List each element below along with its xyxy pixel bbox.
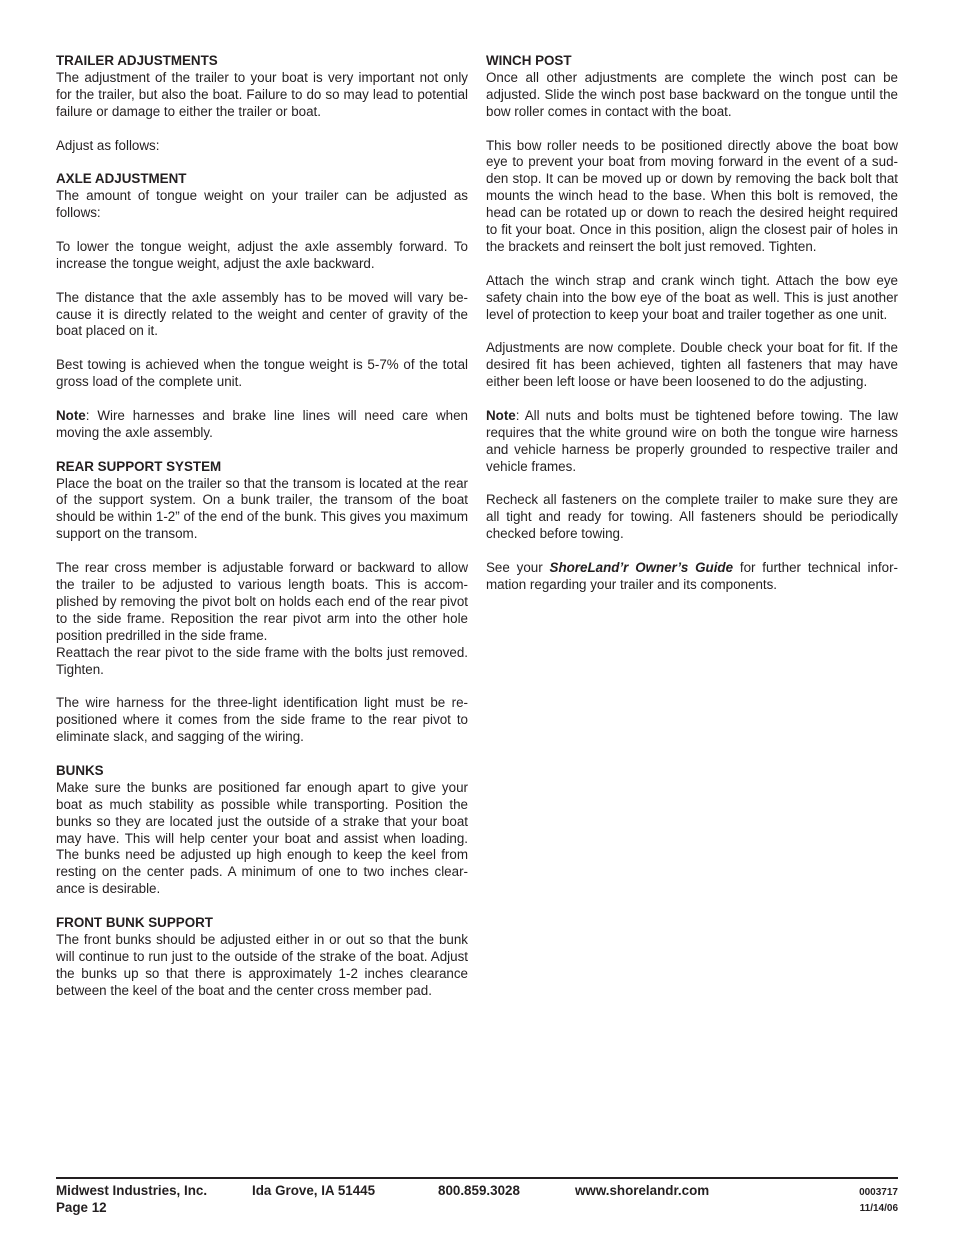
- footer-website: www.shorelandr.com: [575, 1183, 710, 1198]
- footer-date: 11/14/06: [859, 1203, 898, 1214]
- winch-note-text: : All nuts and bolts must be tightened before towing. The law requires that the white ground wire on both the tongue wire harness and vehicle harness be properly grounded to respective trailer and vehicle frames.: [486, 407, 898, 474]
- front-bunk-paragraph-1: The front bunks should be adjusted either in or out so that the bunk will continue to run just to the outside of the strake of the boat. Adjust the bunks up so that there is approximately 1-2 inches clearance between the keel of the boat and the center cross member pad.: [56, 931, 468, 998]
- bunks-paragraph-1: Make sure the bunks are positioned far enough apart to give your boat as much stability as possible while transporting. Position the bunks so they are located just the outside of a strake that your boat may have. This will help center your boat and assist when loading. The bunks need be adjusted up high enough to keep the keel from resting on the center pads. A minimum of one to two inches clearance is desirable.: [56, 779, 468, 897]
- section-trailer-adjustments: [56, 53, 468, 154]
- winch-post-paragraph-4: Adjustments are now complete. Double check your boat for fit. If the desired fit has been achieved, tighten all fasteners that may have either been left loose or have been loosened to do the adjusting.: [486, 340, 898, 390]
- page-footer: [56, 1182, 898, 1216]
- winch-post-paragraph-1: Once all other adjustments are complete the winch post can be adjusted. Slide the winch post base backward on the tongue until the bow roller comes in contact with the boat.: [486, 69, 898, 119]
- axle-adjustment-note: [56, 408, 468, 442]
- footer-divider: [56, 1177, 898, 1179]
- trailer-adjustments-paragraph-2: Adjust as follows:: [56, 137, 160, 153]
- winch-note-label: Note: [486, 407, 516, 423]
- section-axle-adjustment: [56, 171, 468, 441]
- owners-guide-prefix: See your: [486, 560, 550, 576]
- section-bunks: [56, 763, 468, 898]
- owners-guide-title: ShoreLand’r Owner’s Guide: [549, 560, 734, 576]
- owners-guide-suffix: for further technical information regarding your trailer and its components.: [486, 560, 898, 592]
- footer-location: Ida Grove, IA 51445: [252, 1183, 376, 1198]
- heading-axle-adjustment: AXLE ADJUSTMENT: [56, 171, 187, 187]
- heading-winch-post: WINCH POST: [486, 53, 572, 68]
- heading-bunks: BUNKS: [56, 762, 104, 778]
- right-column: [486, 53, 898, 611]
- axle-adjustment-paragraph-4: Best towing is achieved when the tongue weight is 5-7% of the total gross load of the complete unit.: [56, 357, 468, 390]
- axle-adjustment-paragraph-2: To lower the tongue weight, adjust the axle assembly forward. To increase the tongue weight, adjust the axle backward.: [56, 238, 468, 271]
- footer-page-number: Page 12: [56, 1200, 107, 1215]
- rear-support-paragraph-2: The rear cross member is adjustable forward or backward to allow the trailer to be adjusted to various length boats. This is accomplished by removing the pivot bolt on holds each end of the rear pivot to the side frame. Reposition the rear pivot arm into the other hole position predrilled in the side frame.: [56, 560, 468, 643]
- heading-rear-support-system: REAR SUPPORT SYSTEM: [56, 458, 222, 474]
- section-rear-support-system: [56, 459, 468, 746]
- axle-adjustment-paragraph-3: The distance that the axle assembly has to be moved will vary because it is directly related to the weight and center of gravity of the boat placed on it.: [56, 289, 468, 339]
- trailer-adjustments-paragraph-1: The adjustment of the trailer to your boat is very important not only for the trailer, but also the boat. Failure to do so may lead to potential failure or damage to either the trailer or boat.: [56, 69, 468, 119]
- heading-trailer-adjustments: TRAILER ADJUSTMENTS: [56, 53, 218, 68]
- rear-support-paragraph-3: Reattach the rear pivot to the side frame with the bolts just removed. Tighten.: [56, 644, 468, 677]
- footer-doc-number: 0003717: [859, 1187, 898, 1198]
- section-winch-post: [486, 53, 898, 594]
- winch-post-paragraph-2: This bow roller needs to be positioned directly above the boat bow eye to prevent your boat from moving forward in the event of a sudden stop. It can be moved up or down by removing the back bolt that mounts the winch head to the base. When this bolt is removed, the head can be rotated up or down to reach the desired height required to fit your boat. Once in this position, align the closest pair of holes in the brackets and reinsert the bolt just removed. Tighten.: [486, 137, 898, 254]
- axle-note-text: : Wire harnesses and brake line lines will need care when moving the axle assembly.: [56, 407, 468, 440]
- winch-post-note: [486, 408, 898, 476]
- left-column: [56, 53, 468, 1016]
- footer-company: Midwest Industries, Inc.: [56, 1183, 208, 1198]
- axle-note-label: Note: [56, 407, 86, 423]
- rear-support-paragraph-4: The wire harness for the three-light identification light must be repositioned where it comes from the side frame to the rear pivot to eliminate slack, and sagging of the wiring.: [56, 695, 468, 745]
- winch-post-paragraph-3: Attach the winch strap and crank winch tight. Attach the bow eye safety chain into the bow eye of the boat as well. This is just another level of protection to keep your boat and trailer together as one unit.: [486, 272, 898, 322]
- winch-post-paragraph-6: [486, 560, 898, 594]
- rear-support-paragraph-1: Place the boat on the trailer so that the transom is located at the rear of the support system. On a bunk trailer, the transom of the boat should be within 1-2” of the end of the bunk. This gives you maximum support on the transom.: [56, 475, 468, 542]
- footer-phone: 800.859.3028: [438, 1183, 520, 1198]
- section-front-bunk-support: [56, 915, 468, 1000]
- winch-post-paragraph-5: Recheck all fasteners on the complete trailer to make sure they are all tight and ready for towing. All fasteners should be periodically checked before towing.: [486, 492, 898, 542]
- axle-adjustment-paragraph-1: The amount of tongue weight on your trailer can be adjusted as follows:: [56, 188, 468, 221]
- heading-front-bunk-support: FRONT BUNK SUPPORT: [56, 915, 213, 931]
